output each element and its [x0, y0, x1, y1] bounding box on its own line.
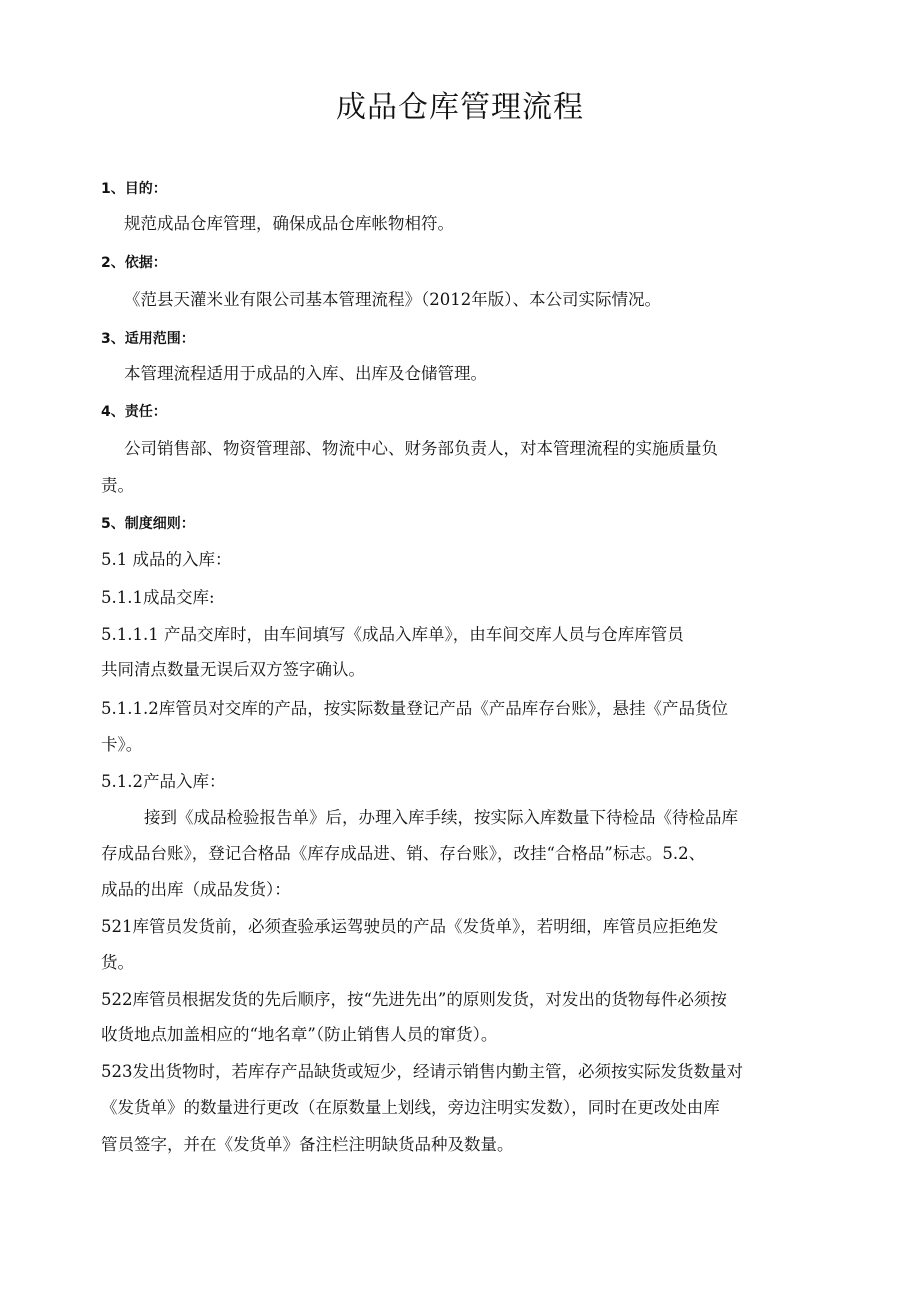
body-line: 接到《成品检验报告单》后，办理入库手续，按实际入库数量下待检品《待检品库 [144, 808, 738, 827]
section-heading-purpose: 1、目的： [101, 181, 167, 197]
body-line: 卡》。 [101, 735, 143, 754]
section-text-responsibility: 责。 [101, 476, 134, 495]
body-line: 管员签字，并在《发货单》备注栏注明缺货品种及数量。 [101, 1135, 514, 1154]
section-text-responsibility: 公司销售部、物资管理部、物流中心、财务部负责人，对本管理流程的实施质量负 [124, 439, 718, 458]
body-line: 5.1 成品的入库： [101, 550, 232, 569]
section-heading-basis: 2、依据： [101, 255, 167, 271]
body-line: 共同清点数量无误后双方签字确认。 [101, 660, 365, 679]
body-line: 521库管员发货前，必须查验承运驾驶员的产品《发货单》，若明细，库管员应拒绝发 [101, 917, 719, 936]
section-text-scope: 本管理流程适用于成品的入库、出库及仓储管理。 [124, 364, 487, 383]
body-line: 收货地点加盖相应的“地名章”（防止销售人员的窜货）。 [101, 1025, 498, 1044]
section-heading-responsibility: 4、责任： [101, 404, 167, 420]
body-line: 523发出货物时，若库存产品缺货或短少，经请示销售内勤主管，必须按实际发货数量对 [101, 1062, 743, 1081]
section-heading-scope: 3、适用范围： [101, 331, 195, 347]
section-heading-rules: 5、制度细则： [101, 516, 195, 532]
body-line: 5.1.1.2库管员对交库的产品，按实际数量登记产品《产品库存台账》，悬挂《产品货位 [101, 699, 728, 718]
body-line: 《发货单》的数量进行更改（在原数量上划线，旁边注明实发数），同时在更改处由库 [101, 1098, 720, 1117]
body-line: 5.1.2产品入库： [101, 772, 226, 791]
body-line: 存成品台账》，登记合格品《库存成品进、销、存台账》，改挂“合格品”标志。5.2、 [101, 844, 706, 863]
body-line: 成品的出库（成品发货）： [101, 880, 291, 899]
section-text-basis: 《范县天灌米业有限公司基本管理流程》（2012年版）、本公司实际情况。 [124, 290, 661, 309]
body-line: 5.1.1.1 产品交库时，由车间填写《成品入库单》，由车间交库人员与仓库库管员 [101, 625, 684, 644]
body-line: 货。 [101, 953, 134, 972]
body-line: 522库管员根据发货的先后顺序，按“先进先出”的原则发货，对发出的货物每件必须按 [101, 990, 727, 1009]
section-text-purpose: 规范成品仓库管理，确保成品仓库帐物相符。 [124, 214, 454, 233]
body-line: 5.1.1成品交库: [101, 588, 215, 607]
page-title: 成品仓库管理流程 [336, 90, 584, 125]
